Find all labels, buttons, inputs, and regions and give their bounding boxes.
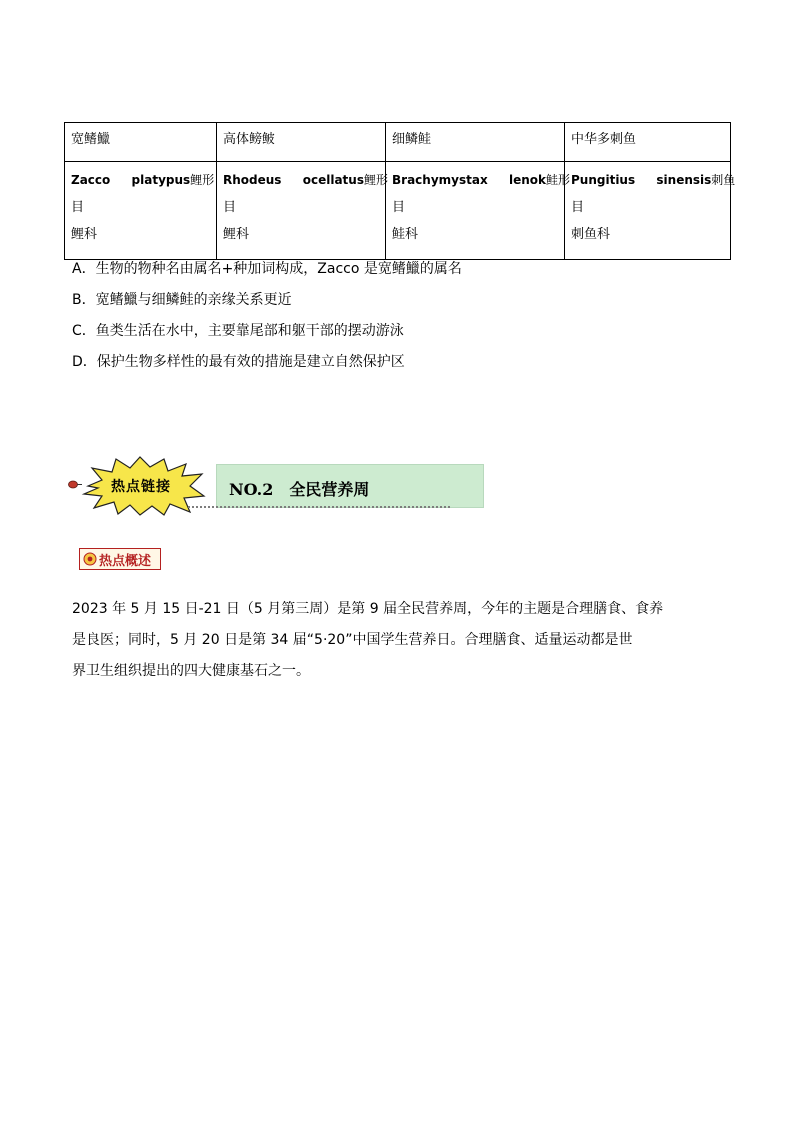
order-suffix: 目 <box>71 200 85 215</box>
order-name: 鲤形 <box>363 173 388 187</box>
order-name: 刺鱼 <box>711 173 736 187</box>
topic-title: NO.2 全民营养周 <box>229 480 370 499</box>
order-suffix: 目 <box>223 200 237 215</box>
genus-name: Pungitius <box>571 173 636 187</box>
paragraph-line: 2023 年 5 月 15 日-21 日（5 月第三周）是第 9 届全民营养周，今年的主题是合理膳食、食养 <box>72 601 664 617</box>
order-suffix: 目 <box>571 200 585 215</box>
dotted-underline <box>188 506 450 510</box>
flower-icon <box>83 552 97 566</box>
table-header-row <box>65 123 731 162</box>
species-name: platypus <box>131 173 191 187</box>
table-header-cell: 高体鳑鲏 <box>217 123 386 162</box>
order-name: 鲤形 <box>190 173 215 187</box>
table-row <box>65 162 731 260</box>
family-name: 鲑科 <box>392 227 419 242</box>
table-cell <box>65 162 217 260</box>
paragraph-line: 界卫生组织提出的四大健康基石之一。 <box>72 663 310 679</box>
species-name: sinensis <box>656 173 712 187</box>
order-suffix: 目 <box>392 200 406 215</box>
paragraph-line: 是良医；同时，5 月 20 日是第 34 届“5·20”中国学生营养日。合理膳食、适量运动都是世 <box>72 632 633 648</box>
family-name: 刺鱼科 <box>571 227 611 242</box>
hot-overview-text: 热点概述 <box>99 554 152 569</box>
hot-overview-label <box>79 548 161 570</box>
option-c: C．鱼类生活在水中，主要靠尾部和躯干部的摆动游泳 <box>72 323 404 339</box>
hot-link-label: 热点链接 <box>111 479 171 495</box>
family-name: 鲤科 <box>71 227 98 242</box>
table-cell <box>217 162 386 260</box>
table-header-cell: 细鳞鲑 <box>386 123 565 162</box>
order-name: 鲑形 <box>545 173 570 187</box>
topic-title-box <box>216 464 484 508</box>
genus-name: Brachymystax <box>392 173 488 187</box>
genus-name: Zacco <box>71 173 111 187</box>
genus-name: Rhodeus <box>223 173 282 187</box>
option-d: D．保护生物多样性的最有效的措施是建立自然保护区 <box>72 354 405 370</box>
option-b: B．宽鳍鱲与细鳞鲑的亲缘关系更近 <box>72 292 292 308</box>
fish-classification-table <box>64 122 736 260</box>
species-name: lenok <box>508 173 546 187</box>
table-cell <box>386 162 570 260</box>
family-name: 鲤科 <box>223 227 250 242</box>
option-a: A．生物的物种名由属名+种加词构成，Zacco 是宽鳍鱲的属名 <box>72 261 462 277</box>
table-cell <box>565 162 736 260</box>
table-header-cell: 宽鳍鱲 <box>65 123 217 162</box>
species-name: ocellatus <box>302 173 364 187</box>
table-header-cell: 中华多刺鱼 <box>565 123 731 162</box>
answer-options <box>72 254 752 378</box>
overview-paragraph <box>72 594 722 687</box>
hot-link-banner <box>68 456 488 516</box>
